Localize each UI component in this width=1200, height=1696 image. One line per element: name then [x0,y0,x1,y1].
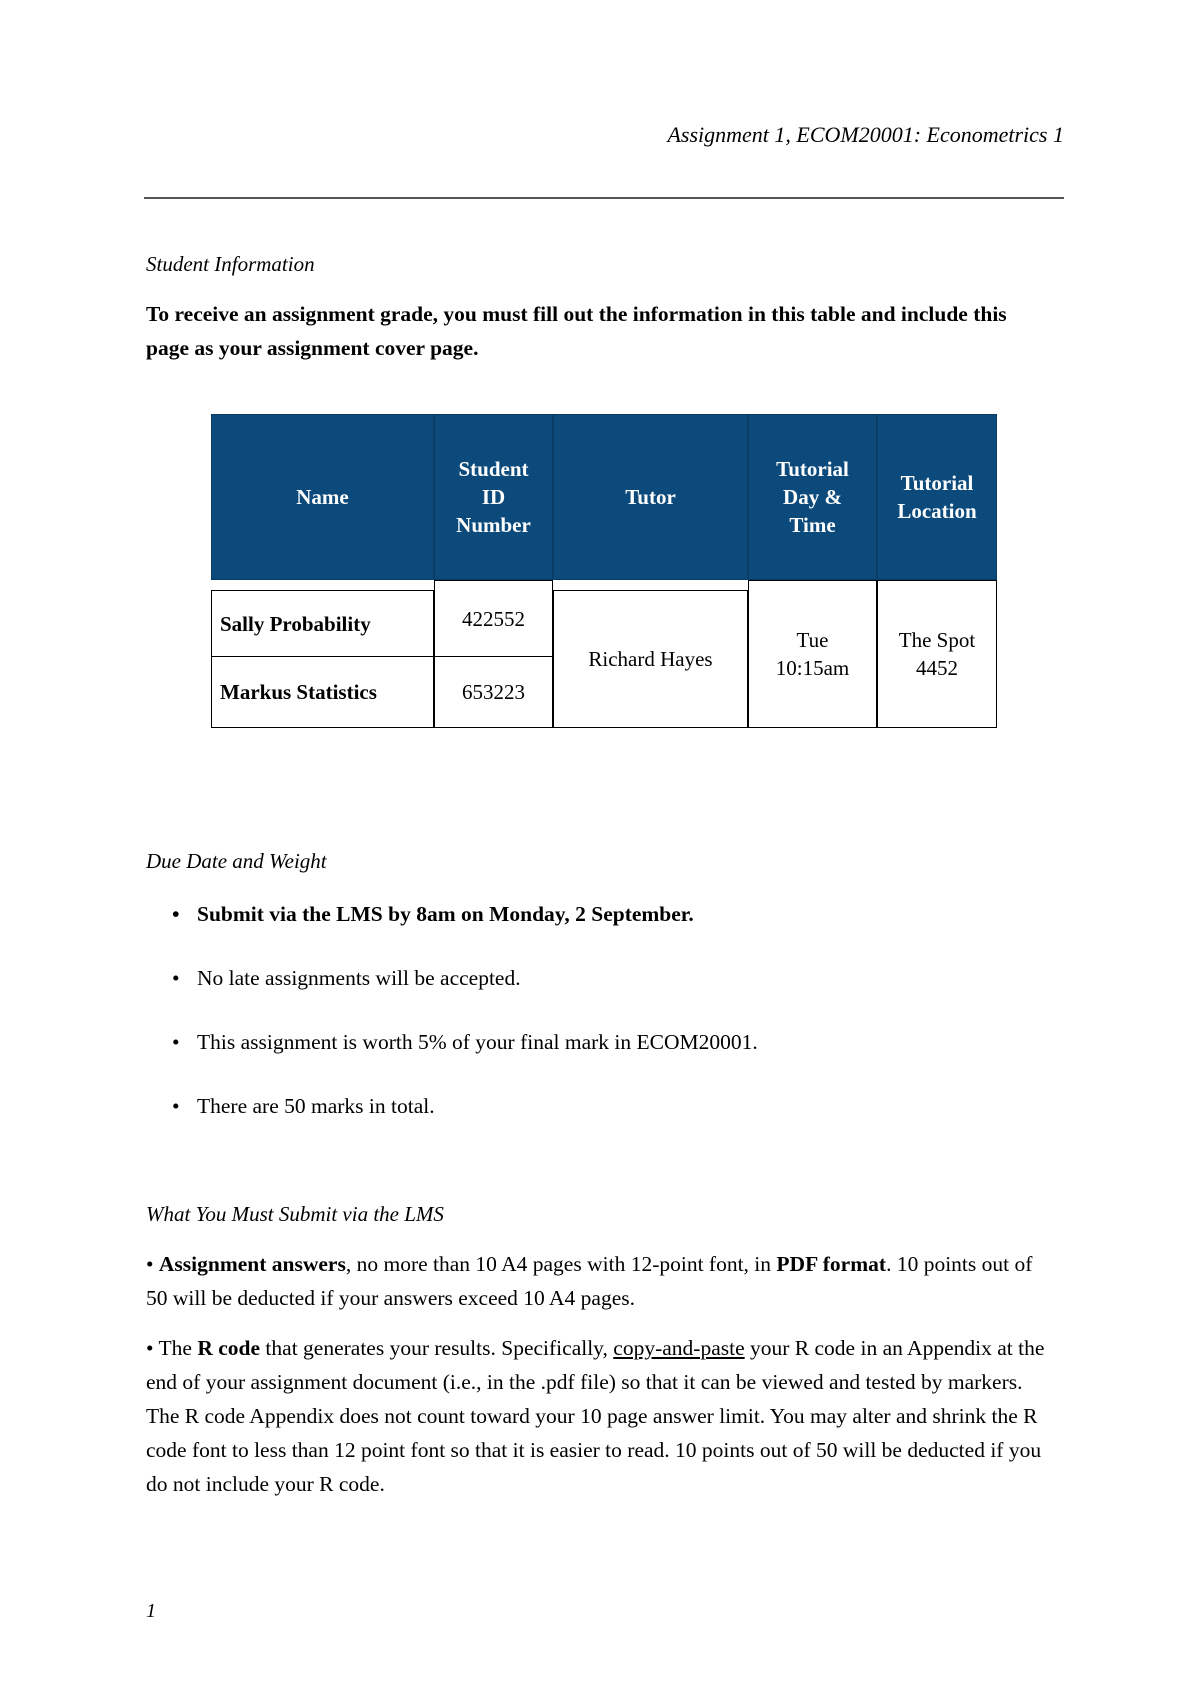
table-header-tutorial-location [877,414,997,580]
table-cell-day-time [748,580,877,728]
bullet-dot: • [146,1252,154,1276]
tutorial-day-time [776,626,850,682]
tutorial-time: 10:15am [775,656,850,680]
table-cell-id-row1 [434,580,553,658]
student-info-intro: To receive an assignment grade, you must fill out the information in this table and include this page as your assignment cover page. [146,302,1007,360]
emphasis: PDF format [776,1252,887,1276]
list-item-text: No late assignments will be accepted. [197,966,521,990]
header-line: Student [458,457,529,481]
table-header-tutorial-day-time-label [776,455,849,539]
list-item [146,1028,1046,1092]
header-line: Location [897,499,977,523]
table-cell-location [877,580,997,728]
bullet-dot: • [172,1030,180,1054]
student-name: Markus Statistics [220,680,377,704]
header-divider [144,197,1064,199]
bullet-dot: • [172,966,180,990]
header-line: Tutorial [776,457,849,481]
table-header-tutorial-location-label [897,469,976,525]
emphasis: Assignment answers [158,1252,346,1276]
text: your R code in an Appendix at the end of your assignment document (i.e., in the .pdf file) so that it can be viewed and tested by markers. The R code Appendix does not count toward your 10 page answer limit. You may alter and shrink the R code font to less than 12 point font so that it is easier to read. 10 points out of 50 will be deducted if you do not include your R code. [146,1336,1045,1496]
table-cell-id-row2 [434,656,553,728]
underlined-text: copy-and-paste [613,1336,745,1360]
page-number: 1 [146,1600,156,1622]
table-header-tutor [553,414,748,580]
header-line: Number [456,513,531,537]
bullet-dot: • [146,1336,154,1360]
text: , no more than 10 A4 pages with 12-point font, in [345,1252,777,1276]
table-header-name [211,414,434,580]
list-item [146,1092,1046,1156]
text: The [158,1336,198,1360]
submission-item-answers [146,1247,1056,1315]
list-item [146,964,1046,1028]
table-header-name-label: Name [296,485,349,509]
tutorial-location [899,626,975,682]
due-date-heading: Due Date and Weight [146,849,327,873]
table-cell-name-row2 [211,656,434,728]
student-name: Sally Probability [220,612,371,636]
tutorial-day: Tue [796,628,829,652]
student-info-heading: Student Information [146,252,315,276]
tutor-name: Richard Hayes [588,647,713,671]
table-header-student-id [434,414,553,580]
student-id: 653223 [462,680,525,704]
list-item-text: This assignment is worth 5% of your final mark in ECOM20001. [197,1030,758,1054]
header-line: Time [789,513,836,537]
submission-heading: What You Must Submit via the LMS [146,1202,444,1226]
text: . 10 points out of 50 will be deducted if your answers exceed 10 A4 pages. [146,1252,1033,1310]
text: that generates your results. Specifically, [260,1336,614,1360]
emphasis: R code [197,1336,261,1360]
table-header-tutor-label: Tutor [625,485,676,509]
location-line: 4452 [915,656,958,680]
header-line: Day & [783,485,842,509]
page-header-title: Assignment 1, ECOM20001: Econometrics 1 [667,122,1064,147]
student-id: 422552 [462,607,525,631]
bullet-dot: • [172,902,180,926]
submission-item-r-code [146,1331,1056,1501]
list-item-text: Submit via the LMS by 8am on Monday, 2 September. [197,902,694,926]
list-item-text: There are 50 marks in total. [197,1094,435,1118]
table-cell-tutor [553,590,748,728]
table-cell-name-row1 [211,590,434,658]
header-line: ID [481,485,506,509]
student-info-table [211,414,997,728]
list-item [146,900,1046,964]
due-date-list [146,900,1046,1156]
location-line: The Spot [898,628,976,652]
table-header-tutorial-day-time [748,414,877,580]
header-line: Tutorial [900,471,974,495]
bullet-dot: • [172,1094,180,1118]
table-header-student-id-label [456,455,531,539]
